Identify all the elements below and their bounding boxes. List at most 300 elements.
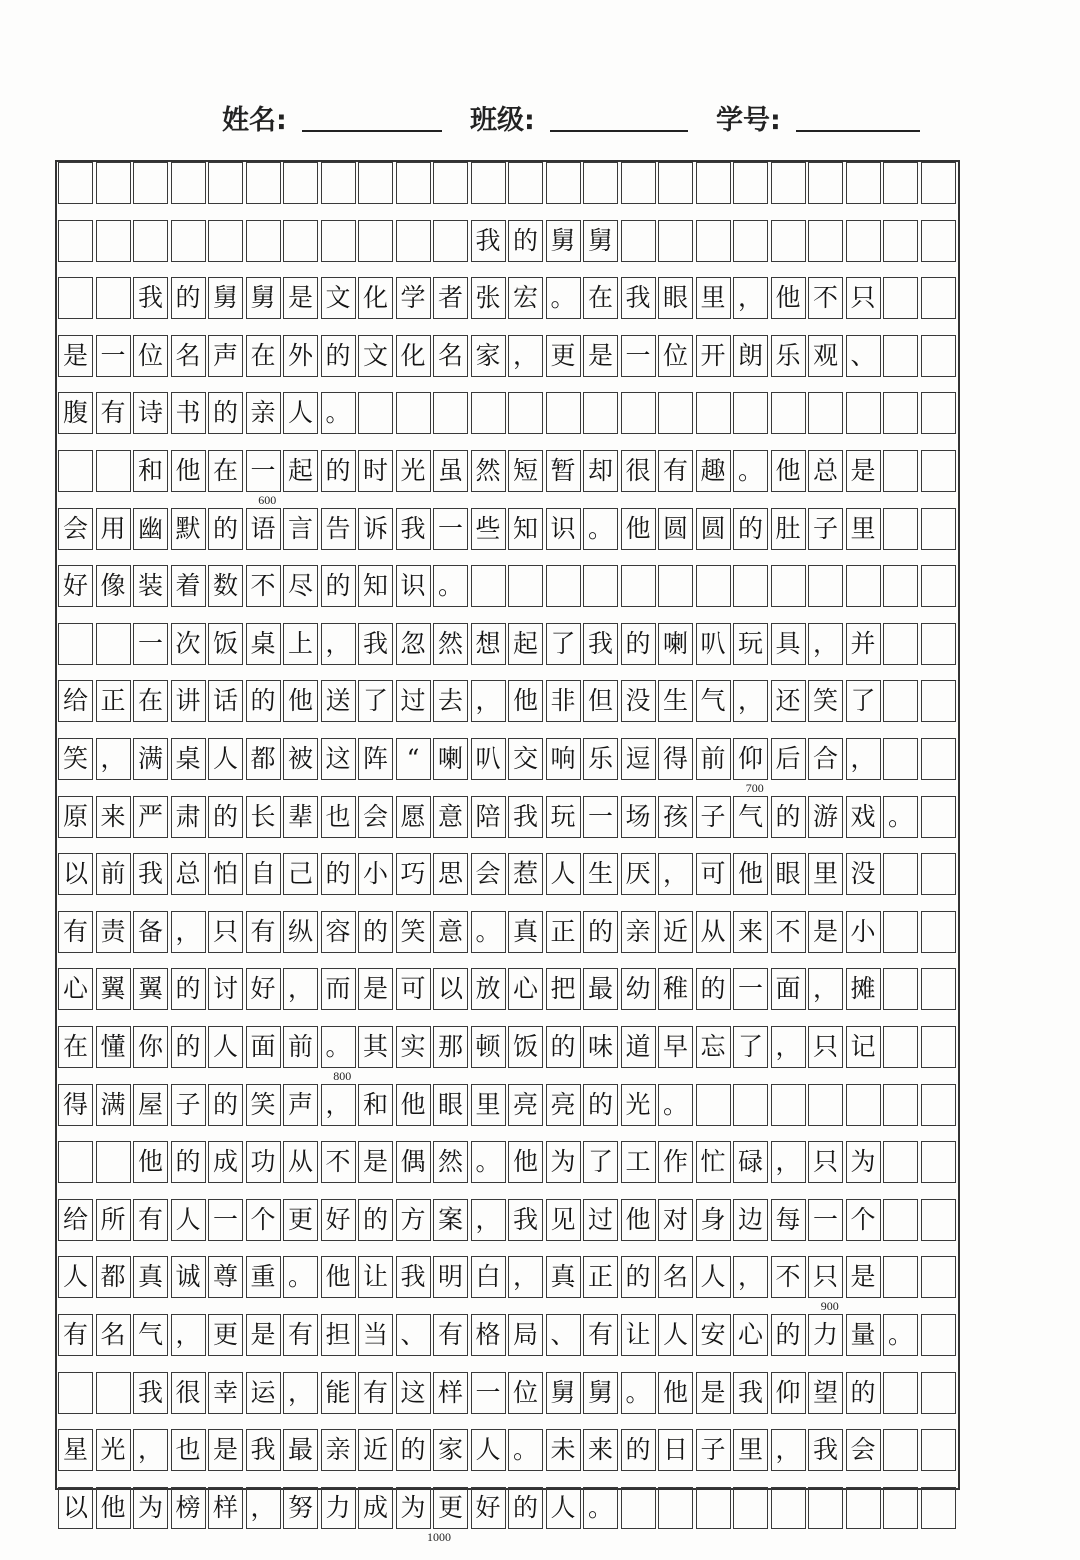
handwritten-character: 光 [625, 1089, 651, 1119]
grid-cell [733, 1487, 768, 1529]
grid-cell [283, 162, 318, 204]
grid-cell [471, 392, 506, 434]
handwritten-character: 张 [475, 283, 501, 313]
grid-cell [883, 1429, 918, 1471]
grid-cell [921, 335, 956, 377]
grid-cell [621, 1487, 656, 1529]
handwritten-character: 的 [512, 225, 538, 255]
handwritten-character: 舅 [587, 225, 613, 255]
grid-cell [921, 853, 956, 895]
handwritten-character: 人 [175, 1204, 201, 1234]
handwritten-character: 了 [550, 628, 576, 658]
grid-cell [658, 162, 693, 204]
grid-cell [358, 162, 393, 204]
grid-cell [883, 1487, 918, 1529]
handwritten-character: 一 [250, 456, 276, 485]
handwritten-character: 担 [325, 1320, 351, 1349]
word-count-marker: 600 [258, 493, 277, 507]
handwritten-character: 幸 [212, 1377, 238, 1407]
handwritten-character: 你 [137, 1032, 163, 1061]
handwritten-character: 边 [737, 1204, 763, 1234]
handwritten-character: 家 [475, 340, 501, 370]
handwritten-character: 真 [550, 1262, 576, 1292]
handwritten-character: ， [775, 1435, 801, 1465]
handwritten-character: 力 [812, 1320, 838, 1349]
handwritten-character: 备 [137, 916, 163, 946]
handwritten-character: 巧 [400, 859, 426, 889]
grid-cell [921, 1429, 956, 1471]
id-label: 学号: [716, 105, 781, 136]
writing-grid [57, 162, 958, 1544]
handwritten-character: 的 [175, 1147, 201, 1177]
handwritten-character: 得 [62, 1089, 88, 1119]
handwritten-character: 舅 [550, 225, 576, 255]
handwritten-character: 默 [175, 513, 201, 543]
handwritten-character: 有 [62, 1320, 88, 1349]
handwritten-character: 乐 [587, 744, 613, 773]
grid-cell [433, 220, 468, 262]
handwritten-character: 朗 [737, 340, 763, 370]
handwritten-character: 、 [550, 1320, 576, 1349]
grid-cell [771, 1487, 806, 1529]
grid-cell [771, 392, 806, 434]
handwritten-character: 只 [812, 1032, 838, 1061]
handwritten-character: 顿 [475, 1032, 501, 1061]
handwritten-character: 的 [700, 974, 726, 1004]
handwritten-character: 。 [550, 283, 576, 313]
handwritten-character: 的 [362, 1204, 388, 1234]
handwritten-character: 更 [287, 1204, 313, 1234]
name-blank-line [302, 130, 442, 132]
grid-cell [621, 162, 656, 204]
handwritten-character: 量 [850, 1320, 876, 1349]
handwritten-character: 舅 [250, 283, 276, 313]
handwritten-character: 。 [475, 916, 501, 946]
handwritten-character: 一 [737, 974, 763, 1004]
handwritten-character: 很 [625, 456, 651, 485]
handwritten-character: 把 [550, 974, 576, 1004]
handwritten-character: 给 [62, 1204, 88, 1234]
grid-cell [883, 623, 918, 665]
grid-cell [883, 277, 918, 319]
class-blank-line [550, 130, 688, 132]
handwritten-character: 的 [212, 513, 238, 543]
handwritten-character: 我 [137, 1377, 163, 1407]
handwritten-character: 合 [812, 744, 838, 773]
handwritten-character: 我 [475, 225, 501, 255]
handwritten-character: 为 [550, 1147, 576, 1177]
handwritten-character: 我 [137, 283, 163, 313]
handwritten-character: 的 [325, 456, 351, 485]
grid-cell [658, 565, 693, 607]
handwritten-character: 的 [175, 974, 201, 1004]
handwritten-character: 里 [850, 513, 876, 543]
grid-cell [358, 392, 393, 434]
handwritten-character: 孩 [662, 801, 688, 831]
handwritten-character: 每 [775, 1204, 801, 1234]
grid-cell [921, 738, 956, 780]
handwritten-character: 长 [250, 801, 276, 831]
handwritten-character: 、 [850, 340, 876, 370]
grid-cell [771, 565, 806, 607]
handwritten-character: 但 [587, 686, 613, 716]
handwritten-character: 饭 [512, 1032, 538, 1061]
handwritten-character: 心 [737, 1320, 763, 1349]
handwritten-character: 一 [212, 1204, 238, 1234]
handwritten-character: 家 [437, 1435, 463, 1465]
handwritten-character: 我 [250, 1435, 276, 1465]
handwritten-character: 面 [775, 974, 801, 1004]
handwritten-character: ， [775, 1032, 801, 1061]
grid-cell [696, 392, 731, 434]
handwritten-character: 日 [662, 1435, 688, 1465]
handwritten-character: 我 [137, 859, 163, 889]
handwritten-character: 人 [550, 1492, 576, 1522]
handwritten-character: 所 [100, 1204, 126, 1234]
handwritten-character: 。 [512, 1435, 538, 1465]
grid-cell [733, 392, 768, 434]
handwritten-character: 舅 [212, 283, 238, 313]
handwritten-character: 人 [212, 1032, 238, 1061]
handwritten-character: 来 [100, 801, 126, 831]
handwritten-character: 。 [287, 1262, 313, 1292]
grid-cell [58, 1141, 93, 1183]
grid-cell [846, 220, 881, 262]
handwritten-character: ， [512, 340, 538, 370]
handwritten-character: 得 [662, 744, 688, 773]
handwritten-character: ， [475, 686, 501, 716]
grid-row [57, 1314, 958, 1356]
grid-cell [733, 1084, 768, 1126]
handwritten-character: ， [137, 1435, 163, 1465]
handwritten-character: 工 [625, 1147, 651, 1177]
handwritten-character: 的 [212, 1089, 238, 1119]
handwritten-character: 格 [475, 1320, 501, 1349]
handwritten-character: 道 [625, 1032, 651, 1061]
grid-row [57, 853, 958, 895]
handwritten-character: 都 [250, 744, 276, 773]
handwritten-character: 桌 [250, 628, 276, 658]
handwritten-character: 明 [437, 1262, 463, 1292]
handwritten-character: 小 [362, 859, 388, 889]
composition-grid-sheet [55, 160, 960, 1544]
word-count-marker: 700 [745, 781, 764, 795]
handwritten-character: 生 [587, 859, 613, 889]
handwritten-character: 尽 [287, 571, 313, 601]
handwritten-character: 亲 [325, 1435, 351, 1465]
handwritten-character: 我 [400, 1262, 426, 1292]
handwritten-character: 书 [175, 398, 201, 428]
handwritten-character: 让 [362, 1262, 388, 1292]
handwritten-character: 饭 [212, 628, 238, 658]
handwritten-character: 了 [362, 686, 388, 716]
grid-cell [96, 220, 131, 262]
handwritten-character: 满 [100, 1089, 126, 1119]
grid-cell [471, 565, 506, 607]
handwritten-character: 的 [587, 916, 613, 946]
handwritten-character: 识 [550, 513, 576, 543]
handwritten-character: 个 [850, 1204, 876, 1234]
handwritten-character: 前 [100, 859, 126, 889]
handwritten-character: 然 [475, 456, 501, 485]
handwritten-character: 面 [250, 1032, 276, 1061]
handwritten-character: 只 [212, 916, 238, 946]
word-count-marker: 900 [820, 1299, 839, 1314]
handwritten-character: 以 [62, 859, 88, 889]
grid-cell [96, 1141, 131, 1183]
handwritten-character: 有 [437, 1320, 463, 1349]
handwritten-character: 位 [137, 340, 163, 370]
handwritten-character: 忽 [400, 628, 426, 658]
grid-cell [508, 162, 543, 204]
handwritten-character: 。 [887, 801, 913, 831]
grid-cell [883, 162, 918, 204]
grid-row [57, 680, 958, 722]
handwritten-character: 具 [775, 628, 801, 658]
handwritten-character: 一 [587, 801, 613, 831]
grid-cell [921, 1141, 956, 1183]
handwritten-character: 他 [625, 513, 651, 543]
grid-cell [283, 220, 318, 262]
handwritten-character: 心 [512, 974, 538, 1004]
handwritten-character: 笑 [400, 916, 426, 946]
handwritten-character: 时 [362, 456, 388, 485]
grid-cell [921, 1084, 956, 1126]
handwritten-character: 作 [662, 1147, 688, 1177]
handwritten-character: 好 [250, 974, 276, 1004]
handwritten-character: 我 [625, 283, 651, 313]
handwritten-character: 非 [550, 686, 576, 716]
handwritten-character: 局 [512, 1320, 538, 1349]
handwritten-character: 责 [100, 916, 126, 946]
handwritten-character: 光 [400, 456, 426, 485]
handwritten-character: 舅 [550, 1377, 576, 1407]
handwritten-character: 知 [362, 571, 388, 601]
grid-row [57, 335, 958, 377]
handwritten-character: 笑 [812, 686, 838, 716]
grid-cell [133, 162, 168, 204]
grid-cell [733, 565, 768, 607]
handwritten-character: 并 [850, 628, 876, 658]
handwritten-character: 的 [175, 1032, 201, 1061]
handwritten-character: 宏 [512, 283, 538, 313]
grid-cell [771, 162, 806, 204]
handwritten-character: 案 [437, 1204, 463, 1234]
grid-cell [658, 1487, 693, 1529]
handwritten-character: 是 [850, 1262, 876, 1292]
grid-cell [883, 911, 918, 953]
handwritten-character: 好 [325, 1204, 351, 1234]
grid-cell [808, 392, 843, 434]
handwritten-character: 小 [850, 916, 876, 946]
handwritten-character: 的 [625, 1262, 651, 1292]
grid-cell [846, 392, 881, 434]
grid-cell [696, 1487, 731, 1529]
handwritten-character: 力 [325, 1492, 351, 1522]
handwritten-character: 而 [325, 974, 351, 1004]
grid-cell [883, 680, 918, 722]
grid-cell [96, 162, 131, 204]
grid-cell [808, 565, 843, 607]
handwritten-character: 运 [250, 1377, 276, 1407]
handwritten-character: 有 [100, 398, 126, 428]
handwritten-character: 送 [325, 686, 351, 716]
grid-cell [96, 277, 131, 319]
handwritten-character: 光 [100, 1435, 126, 1465]
handwritten-character: 翼 [100, 974, 126, 1004]
grid-cell [883, 392, 918, 434]
handwritten-character: 仰 [775, 1377, 801, 1407]
grid-row [57, 277, 958, 319]
handwritten-character: ， [737, 283, 763, 313]
handwritten-character: 以 [62, 1492, 88, 1522]
handwritten-character: 惹 [512, 859, 538, 889]
handwritten-character: 是 [250, 1320, 276, 1349]
handwritten-character: 从 [700, 916, 726, 946]
handwritten-character: 的 [625, 1435, 651, 1465]
handwritten-character: 我 [400, 513, 426, 543]
grid-cell [546, 565, 581, 607]
handwritten-character: 未 [550, 1435, 576, 1465]
handwritten-character: 更 [550, 340, 576, 370]
handwritten-character: 我 [587, 628, 613, 658]
handwritten-character: 笑 [62, 744, 88, 773]
handwritten-character: 阵 [362, 744, 388, 773]
grid-cell [846, 565, 881, 607]
handwritten-character: ， [325, 1089, 351, 1119]
grid-row [57, 508, 958, 550]
handwritten-character: 以 [437, 974, 463, 1004]
handwritten-character: 圆 [662, 513, 688, 543]
handwritten-character: 和 [137, 456, 163, 485]
grid-cell [696, 162, 731, 204]
handwritten-character: 不 [775, 916, 801, 946]
handwritten-character: ， [175, 1320, 201, 1349]
grid-row [57, 911, 958, 953]
handwritten-character: 的 [512, 1492, 538, 1522]
handwritten-character: 满 [137, 744, 163, 773]
handwritten-character: 数 [212, 571, 238, 601]
handwritten-character: 会 [362, 801, 388, 831]
grid-cell [58, 277, 93, 319]
grid-cell [58, 623, 93, 665]
grid-cell [921, 1256, 956, 1298]
handwritten-character: 的 [362, 916, 388, 946]
handwritten-character: ， [737, 686, 763, 716]
handwritten-character: 眼 [775, 859, 801, 889]
handwritten-character: 告 [325, 513, 351, 543]
grid-cell [508, 565, 543, 607]
handwritten-character: 起 [287, 456, 313, 485]
handwritten-character: 化 [400, 340, 426, 370]
handwritten-character: 位 [662, 340, 688, 370]
grid-cell [808, 1487, 843, 1529]
handwritten-character: 样 [437, 1377, 463, 1407]
handwritten-character: 幼 [625, 974, 651, 1004]
handwritten-character: 为 [850, 1147, 876, 1177]
handwritten-character: 不 [775, 1262, 801, 1292]
handwritten-character: 上 [287, 628, 313, 658]
handwritten-character: 的 [325, 859, 351, 889]
handwritten-character: ， [100, 744, 126, 773]
handwritten-character: 在 [250, 340, 276, 370]
handwritten-character: 名 [175, 340, 201, 370]
handwritten-character: 。 [625, 1377, 651, 1407]
grid-cell [921, 1199, 956, 1241]
handwritten-character: 诉 [362, 513, 388, 543]
handwritten-character: 我 [512, 1204, 538, 1234]
handwritten-character: 游 [812, 801, 838, 831]
handwritten-character: 有 [137, 1204, 163, 1234]
handwritten-character: 只 [850, 283, 876, 313]
grid-cell [921, 1314, 956, 1356]
handwritten-character: 。 [325, 1032, 351, 1061]
handwritten-character: 正 [100, 686, 126, 716]
handwritten-character: 短 [512, 456, 538, 485]
handwritten-character: 的 [775, 1320, 801, 1349]
handwritten-character: 在 [587, 283, 613, 313]
handwritten-character: 怕 [212, 859, 238, 889]
grid-row [57, 1084, 958, 1126]
handwritten-character: 让 [625, 1320, 651, 1349]
grid-row [57, 968, 958, 1010]
handwritten-character: 化 [362, 283, 388, 313]
grid-cell [921, 623, 956, 665]
grid-cell [883, 1372, 918, 1414]
handwritten-character: 厌 [625, 859, 651, 889]
handwritten-character: ， [250, 1492, 276, 1522]
handwritten-character: 子 [812, 513, 838, 543]
grid-cell [921, 796, 956, 838]
handwritten-character: 是 [212, 1435, 238, 1465]
handwritten-character: 人 [475, 1435, 501, 1465]
handwritten-character: 见 [550, 1204, 576, 1234]
grid-cell [546, 162, 581, 204]
grid-cell [883, 220, 918, 262]
handwritten-character: 观 [812, 340, 838, 370]
handwritten-character: 只 [812, 1262, 838, 1292]
handwritten-character: ， [287, 1377, 313, 1407]
grid-cell [583, 565, 618, 607]
handwritten-character: 话 [212, 686, 238, 716]
handwritten-character: 眼 [437, 1089, 463, 1119]
grid-cell [96, 450, 131, 492]
grid-cell [321, 162, 356, 204]
grid-cell [396, 220, 431, 262]
handwritten-character: 意 [437, 801, 463, 831]
handwritten-character: 气 [137, 1320, 163, 1349]
handwritten-character: 名 [100, 1320, 126, 1349]
handwritten-character: 诚 [175, 1262, 201, 1292]
grid-cell [921, 162, 956, 204]
handwritten-character: ， [662, 859, 688, 889]
handwritten-character: 亲 [625, 916, 651, 946]
handwritten-character: 里 [737, 1435, 763, 1465]
handwritten-character: 了 [737, 1032, 763, 1061]
handwritten-character: 实 [400, 1032, 426, 1061]
handwritten-character: 肃 [175, 801, 201, 831]
handwritten-character: 正 [587, 1262, 613, 1292]
class-label: 班级: [470, 105, 535, 136]
handwritten-character: 前 [700, 744, 726, 773]
handwritten-character: 好 [475, 1492, 501, 1522]
handwritten-character: 识 [400, 571, 426, 601]
handwritten-character: 也 [325, 801, 351, 831]
handwritten-character: 位 [512, 1377, 538, 1407]
handwritten-character: 然 [437, 628, 463, 658]
handwritten-character: 的 [325, 571, 351, 601]
handwritten-character: 意 [437, 916, 463, 946]
